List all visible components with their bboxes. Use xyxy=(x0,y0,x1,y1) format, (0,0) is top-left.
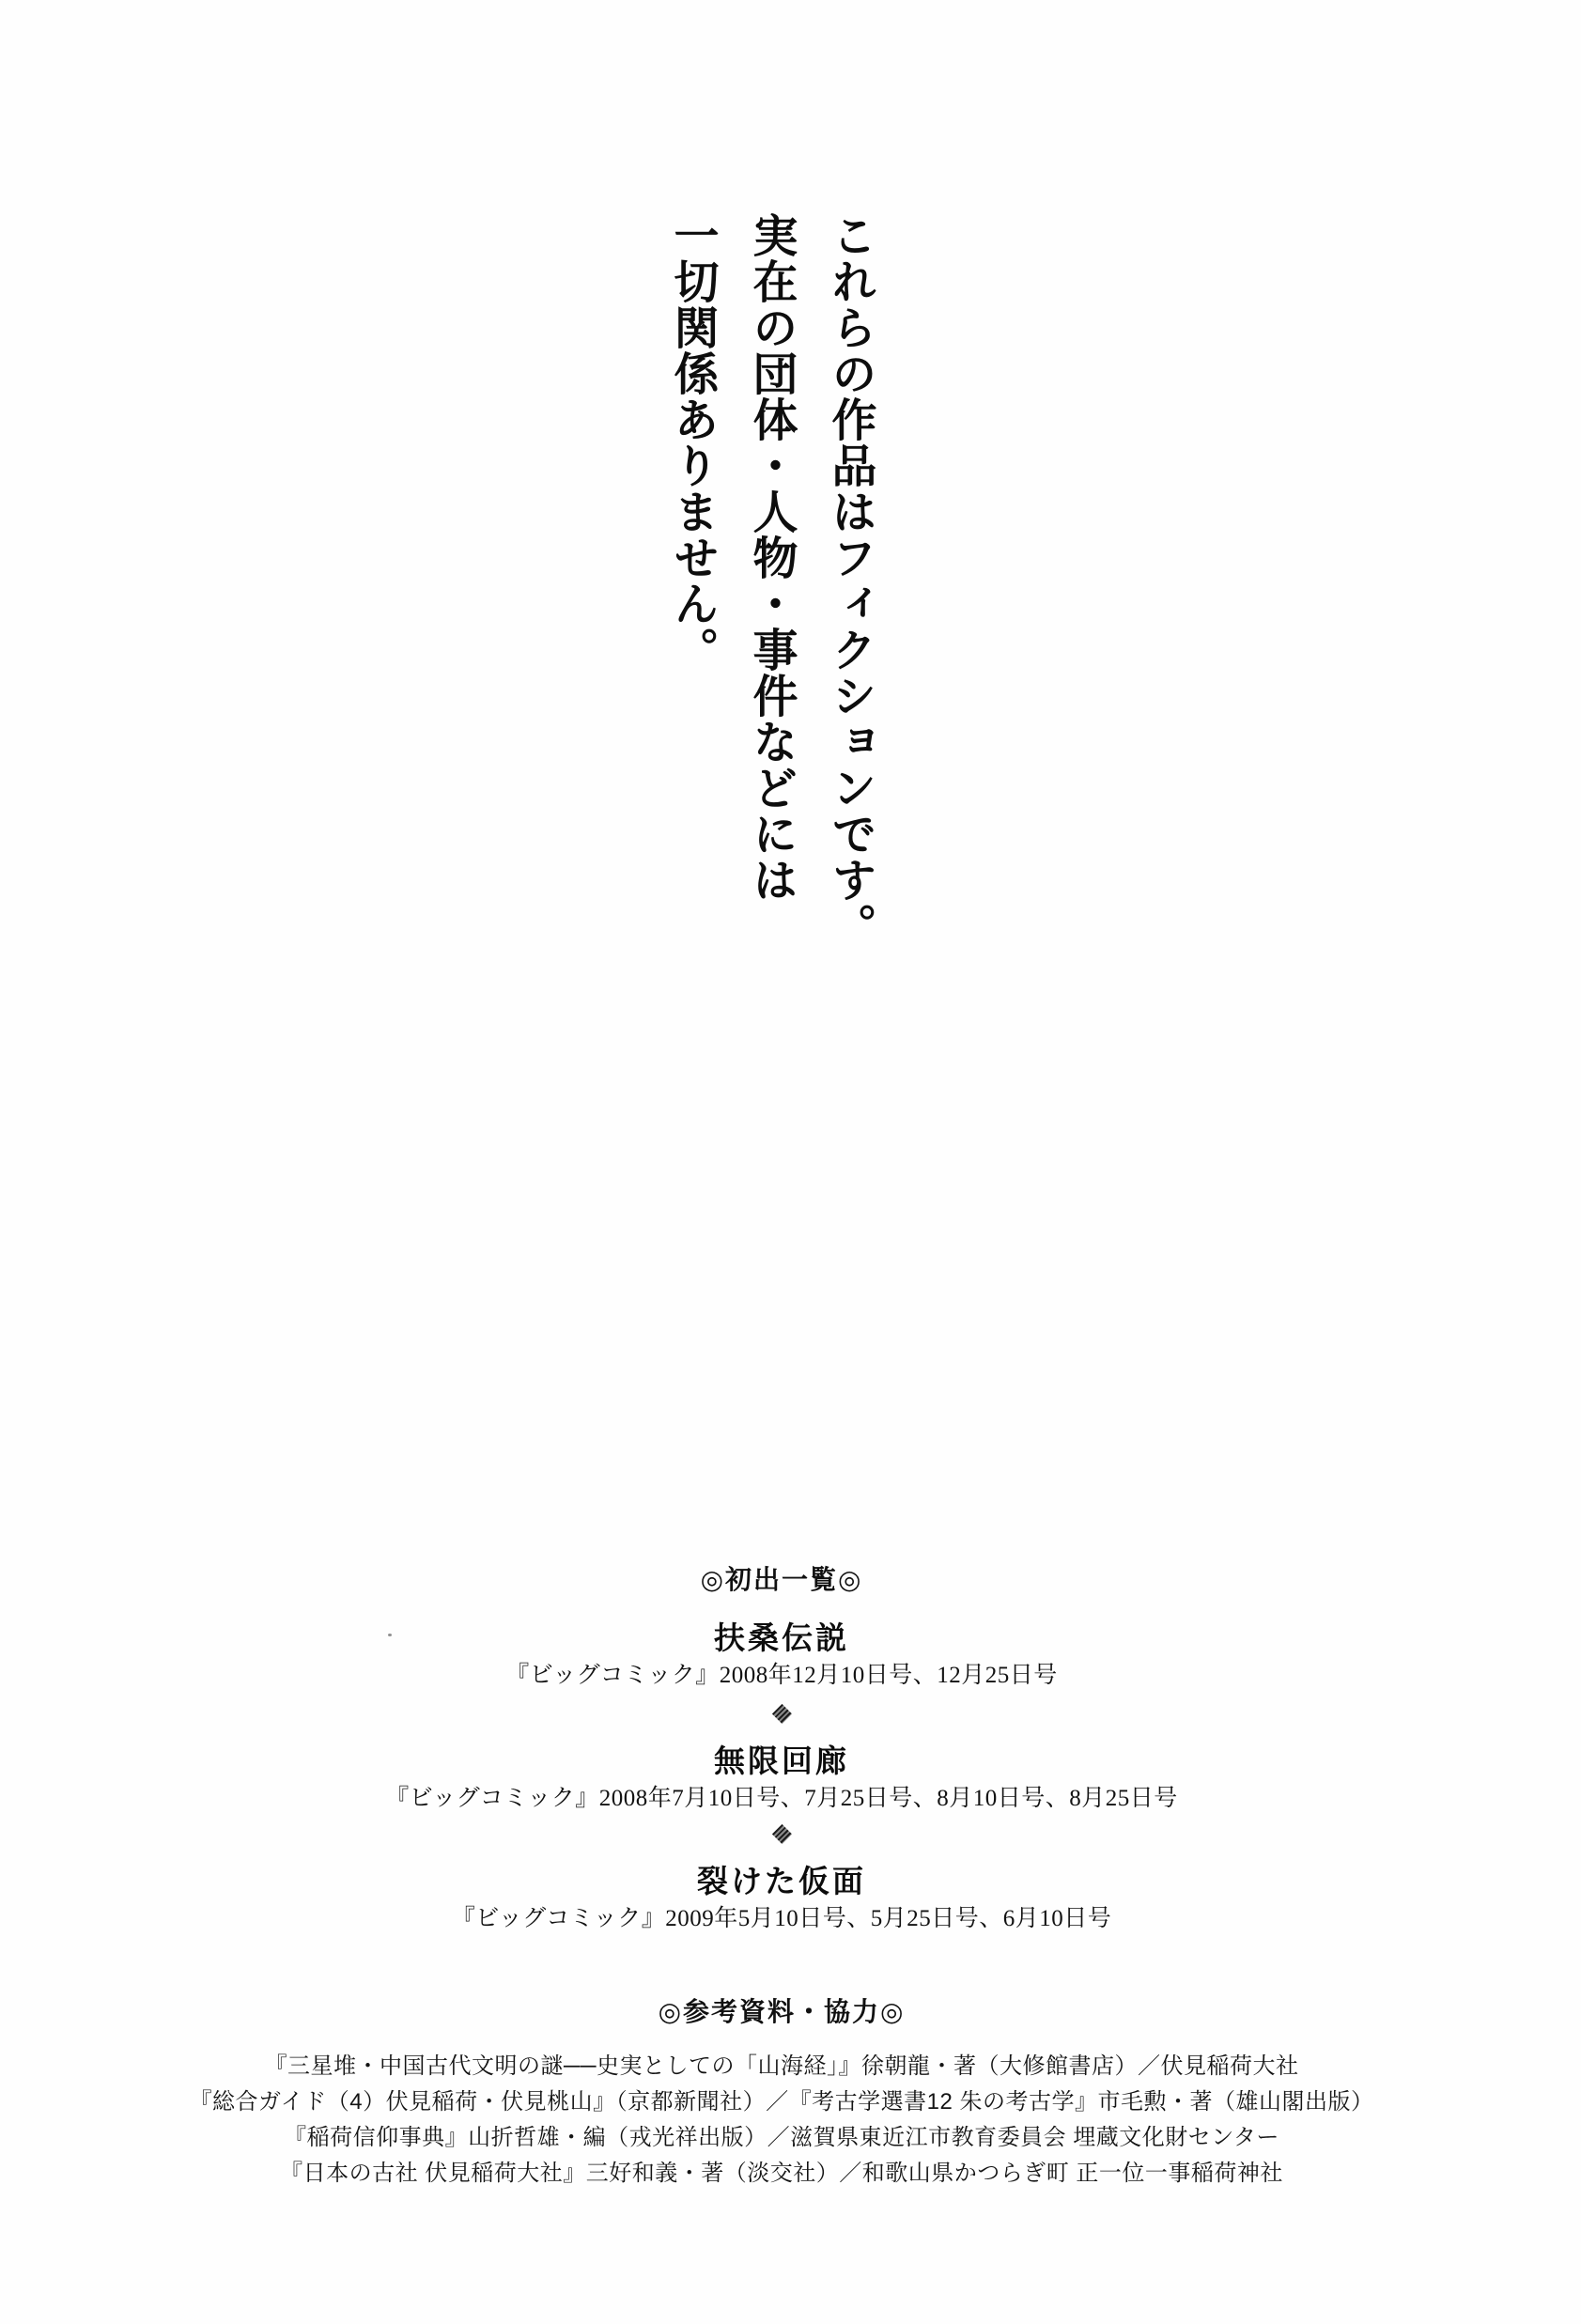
diamond-separator-icon xyxy=(771,1704,791,1724)
fiction-disclaimer xyxy=(652,212,889,1001)
disclaimer-line-2: 実在の団体・人物・事件などには xyxy=(746,212,796,903)
work-dates-saketa-kamen: 『ビッグコミック』2009年5月10日号、5月25日号、6月10日号 xyxy=(451,1906,1112,1931)
work-dates-fusou-densetsu: 『ビッグコミック』2008年12月10日号、12月25日号 xyxy=(505,1663,1058,1688)
work-title-fusou-densetsu: 扶桑伝説 xyxy=(714,1620,849,1655)
first-publication-header: ◎初出一覧◎ xyxy=(700,1565,863,1594)
references-header: ◎参考資料・協力◎ xyxy=(658,1997,906,2026)
work-title-mugen-kairou: 無限回廊 xyxy=(714,1743,849,1778)
reference-line-3: 『稲荷信仰事典』山折哲雄・編（戎光祥出版）／滋賀県東近江市教育委員会 埋蔵文化財センター xyxy=(284,2125,1279,2150)
disclaimer-line-1: これらの作品はフィクションです。 xyxy=(825,212,875,949)
reference-line-4: 『日本の古社 伏見稲荷大社』三好和義・著（淡交社）／和歌山県かつらぎ町 正一位一事稲荷神社 xyxy=(280,2161,1283,2186)
disclaimer-line-3: 一切関係ありません。 xyxy=(667,212,717,673)
diamond-separator-icon xyxy=(771,1824,791,1844)
separator-row xyxy=(0,1827,1563,1846)
work-title-saketa-kamen: 裂けた仮面 xyxy=(697,1864,866,1898)
separator-row xyxy=(0,1707,1563,1726)
reference-line-2: 『総合ガイド（4）伏見稲荷・伏見桃山』（京都新聞社）／『考古学選書12 朱の考古学』市毛勲・著（雄山閣出版） xyxy=(189,2089,1374,2115)
reference-line-1: 『三星堆・中国古代文明の謎──史実としての「山海経」』徐朝龍・著（大修館書店）／伏見稲荷大社 xyxy=(264,2053,1299,2079)
work-dates-mugen-kairou: 『ビッグコミック』2008年7月10日号、7月25日号、8月10日号、8月25日号 xyxy=(385,1786,1178,1811)
